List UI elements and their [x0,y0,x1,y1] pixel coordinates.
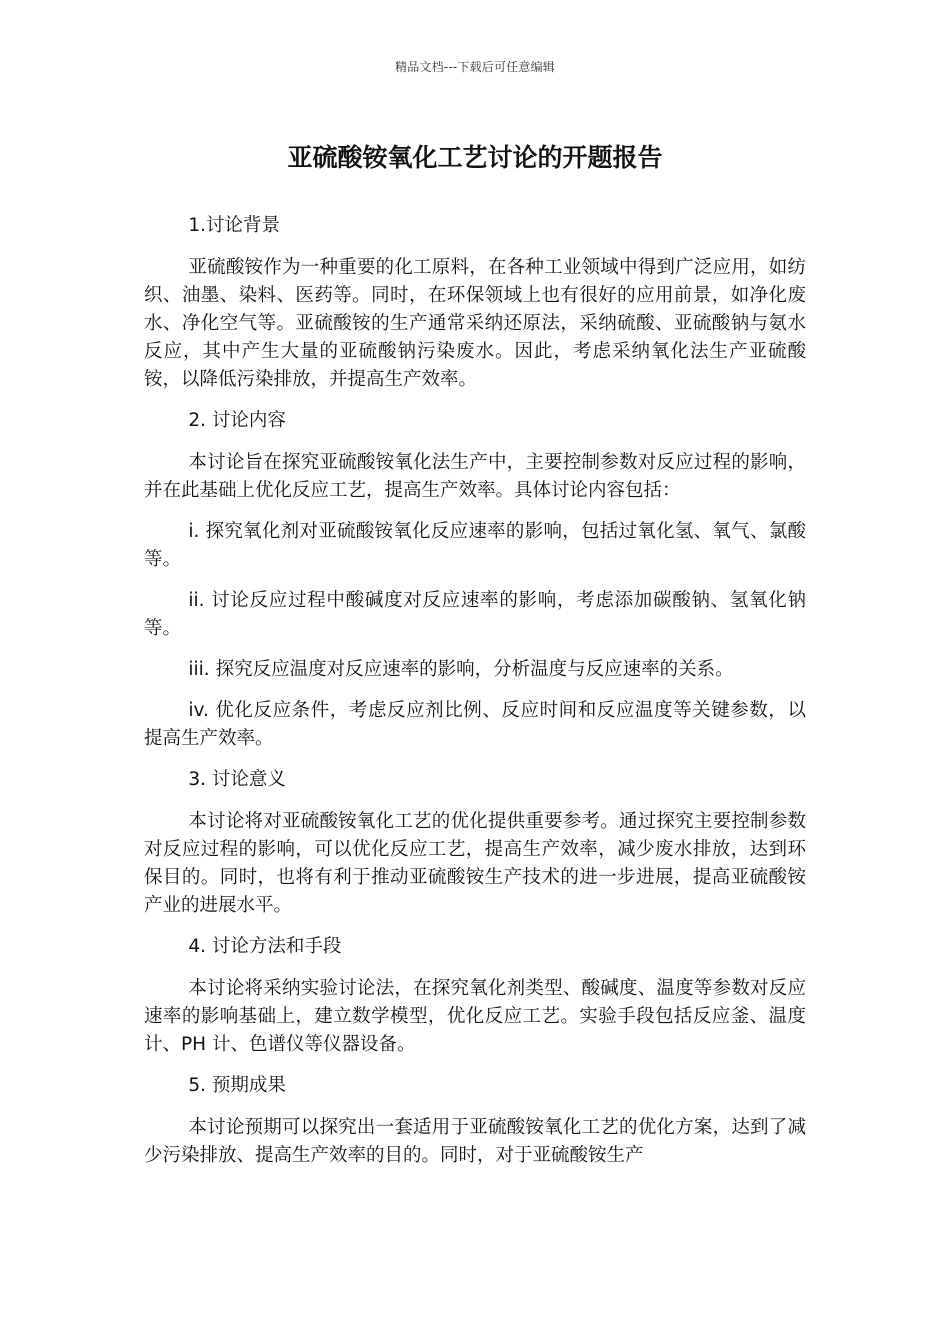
list-item-ii: ii. 讨论反应过程中酸碱度对反应速率的影响，考虑添加碳酸钠、氢氧化钠等。 [144,590,806,639]
list-item-i: i. 探究氧化剂对亚硫酸铵氧化反应速率的影响，包括过氧化氢、氧气、氯酸等。 [144,521,806,570]
section-heading-expected-results: 5. 预期成果 [188,1075,286,1096]
document-body [144,212,806,1183]
paragraph-methods: 本讨论将采纳实验讨论法，在探究氧化剂类型、酸碱度、温度等参数对反应速率的影响基础上，建立数学模型，优化反应工艺。实验手段包括反应釜、温度计、PH 计、色谱仪等仪器设备。 [144,978,806,1055]
section-heading-methods: 4. 讨论方法和手段 [188,936,342,957]
list-item-iii: iii. 探究反应温度对反应速率的影响，分析温度与反应速率的关系。 [188,659,734,680]
document-title: 亚硫酸铵氧化工艺讨论的开题报告 [287,143,663,172]
list-item-iv: iv. 优化反应条件，考虑反应剂比例、反应时间和反应温度等关键参数，以提高生产效率。 [144,700,806,749]
paragraph-significance: 本讨论将对亚硫酸铵氧化工艺的优化提供重要参考。通过探究主要控制参数对反应过程的影响，可以优化反应工艺，提高生产效率，减少废水排放，达到环保目的。同时，也将有利于推动亚硫酸铵生产技术的进一步进展，提高亚硫酸铵产业的进展水平。 [144,811,806,916]
paragraph-expected-results: 本讨论预期可以探究出一套适用于亚硫酸铵氧化工艺的优化方案，达到了减少污染排放、提高生产效率的目的。同时，对于亚硫酸铵生产 [144,1117,806,1166]
header-note: 精品文档---下载后可任意编辑 [395,60,555,74]
paragraph-content-intro: 本讨论旨在探究亚硫酸铵氧化法生产中，主要控制参数对反应过程的影响，并在此基础上优化反应工艺，提高生产效率。具体讨论内容包括： [144,452,806,501]
section-heading-significance: 3. 讨论意义 [188,769,286,790]
section-heading-background: 1.讨论背景 [188,215,281,236]
section-heading-content: 2. 讨论内容 [188,410,286,431]
paragraph-background: 亚硫酸铵作为一种重要的化工原料，在各种工业领域中得到广泛应用，如纺织、油墨、染料、医药等。同时，在环保领域上也有很好的应用前景，如净化废水、净化空气等。亚硫酸铵的生产通常采纳还原法，采纳硫酸、亚硫酸钠与氨水反应，其中产生大量的亚硫酸钠污染废水。因此，考虑采纳氧化法生产亚硫酸铵，以降低污染排放，并提高生产效率。 [144,257,806,390]
